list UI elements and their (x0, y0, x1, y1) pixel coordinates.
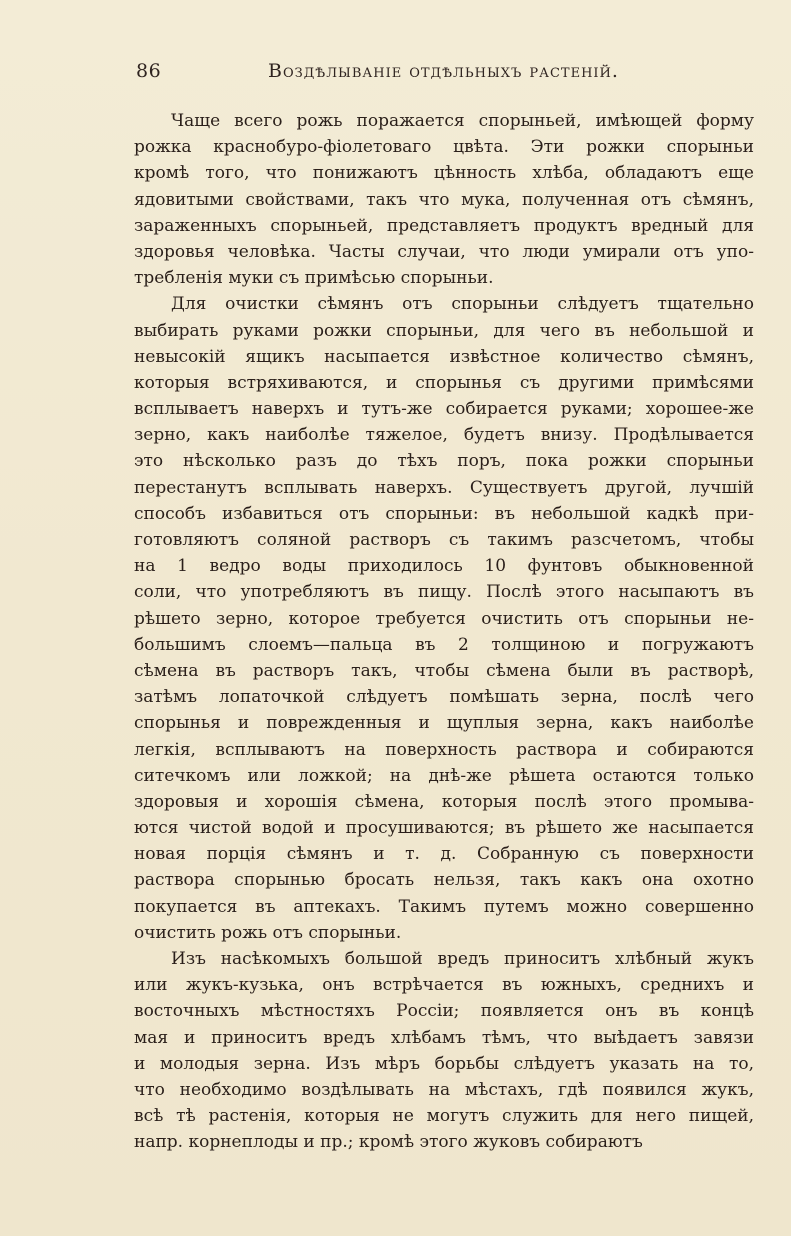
text-line: мая и приноситъ вредъ хлѣбамъ тѣмъ, что выѣдаетъ завязи (134, 1027, 754, 1048)
text-line: сѣмена въ растворъ такъ, чтобы сѣмена были въ растворѣ, (134, 660, 754, 681)
text-line: рѣшето зерно, которое требуется очистить отъ спорыньи не- (134, 608, 754, 629)
text-line: Чаще всего рожь поражается спорыньей, имѣющей форму (171, 111, 754, 131)
text-line: всѣ тѣ растенія, которыя не могутъ служить для него пищей, (134, 1106, 754, 1127)
text-line: легкія, всплываютъ на поверхность раствора и собираются (134, 739, 754, 760)
body-text (134, 108, 754, 1156)
text-line: очистить рожь отъ спорыньи. (134, 922, 402, 943)
text-line: что необходимо воздѣлывать на мѣстахъ, гдѣ появился жукъ, (134, 1079, 754, 1100)
text-line: соли, что употребляютъ въ пищу. Послѣ этого насыпаютъ въ (134, 582, 754, 603)
text-line: Для очистки сѣмянъ отъ спорыньи слѣдуетъ тщательно (171, 294, 754, 315)
running-title: Воздѣлываніе отдѣльныхъ растеній. (268, 60, 619, 82)
text-line: невысокій ящикъ насыпается извѣстное количество сѣмянъ, (134, 346, 754, 367)
text-line: или жукъ-кузька, онъ встрѣчается въ южныхъ, среднихъ и (134, 975, 754, 996)
text-line: требленія муки съ примѣсью спорыньи. (134, 268, 494, 289)
text-line: напр. корнеплоды и пр.; кромѣ этого жуковъ собираютъ (134, 1132, 643, 1153)
page-header (136, 60, 756, 90)
text-line: которыя встряхиваются, и спорынья съ другими примѣсями (134, 372, 754, 393)
text-line: способъ избавиться отъ спорыньи: въ небольшой кадкѣ при- (134, 503, 754, 524)
paragraph (134, 108, 754, 291)
text-line: раствора спорынью бросать нельзя, такъ какъ она охотно (134, 870, 754, 891)
text-line: рожка краснобуро-фіолетоваго цвѣта. Эти рожки спорыньи (134, 137, 754, 158)
text-line: это нѣсколько разъ до тѣхъ поръ, пока рожки спорыньи (134, 451, 754, 472)
text-line: на 1 ведро воды приходилось 10 фунтовъ обыкновенной (134, 556, 754, 577)
text-line: ситечкомъ или ложкой; на днѣ-же рѣшета остаются только (134, 765, 754, 786)
text-line: ются чистой водой и просушиваются; въ рѣшето же насыпается (134, 818, 754, 839)
text-line: зараженныхъ спорыньей, представляетъ продуктъ вредный для (134, 215, 754, 236)
text-line: здоровыя и хорошія сѣмена, которыя послѣ этого промыва- (134, 791, 754, 812)
text-line: Изъ насѣкомыхъ большой вредъ приноситъ хлѣбный жукъ (171, 949, 754, 969)
text-line: спорынья и поврежденныя и щуплыя зерна, какъ наиболѣе (134, 713, 754, 734)
text-line: всплываетъ наверхъ и тутъ-же собирается руками; хорошее-же (134, 399, 754, 420)
text-line: здоровья человѣка. Часты случаи, что люди умирали отъ упо- (134, 241, 754, 262)
text-line: кромѣ того, что понижаютъ цѣнность хлѣба, обладаютъ еще (134, 163, 754, 184)
text-line: покупается въ аптекахъ. Такимъ путемъ можно совершенно (134, 896, 754, 917)
page-number: 86 (136, 60, 162, 82)
text-line: зерно, какъ наиболѣе тяжелое, будетъ внизу. Продѣлывается (134, 425, 754, 446)
paragraph (134, 946, 754, 1156)
paragraph (134, 291, 754, 946)
text-line: и молодыя зерна. Изъ мѣръ борьбы слѣдуетъ указать на то, (134, 1053, 754, 1074)
text-line: большимъ слоемъ—пальца въ 2 толщиною и погружаютъ (134, 634, 754, 655)
text-line: новая порція сѣмянъ и т. д. Собранную съ поверхности (134, 844, 754, 865)
text-line: выбирать руками рожки спорыньи, для чего въ небольшой и (134, 320, 754, 341)
text-line: готовляютъ соляной растворъ съ такимъ разсчетомъ, чтобы (134, 530, 754, 550)
text-line: затѣмъ лопаточкой слѣдуетъ помѣшать зерна, послѣ чего (134, 687, 754, 708)
text-line: ядовитыми свойствами, такъ что мука, полученная отъ сѣмянъ, (134, 189, 754, 210)
text-line: перестанутъ всплывать наверхъ. Существуетъ другой, лучшій (134, 477, 754, 498)
text-line: восточныхъ мѣстностяхъ Россіи; появляется онъ въ концѣ (134, 1001, 754, 1022)
